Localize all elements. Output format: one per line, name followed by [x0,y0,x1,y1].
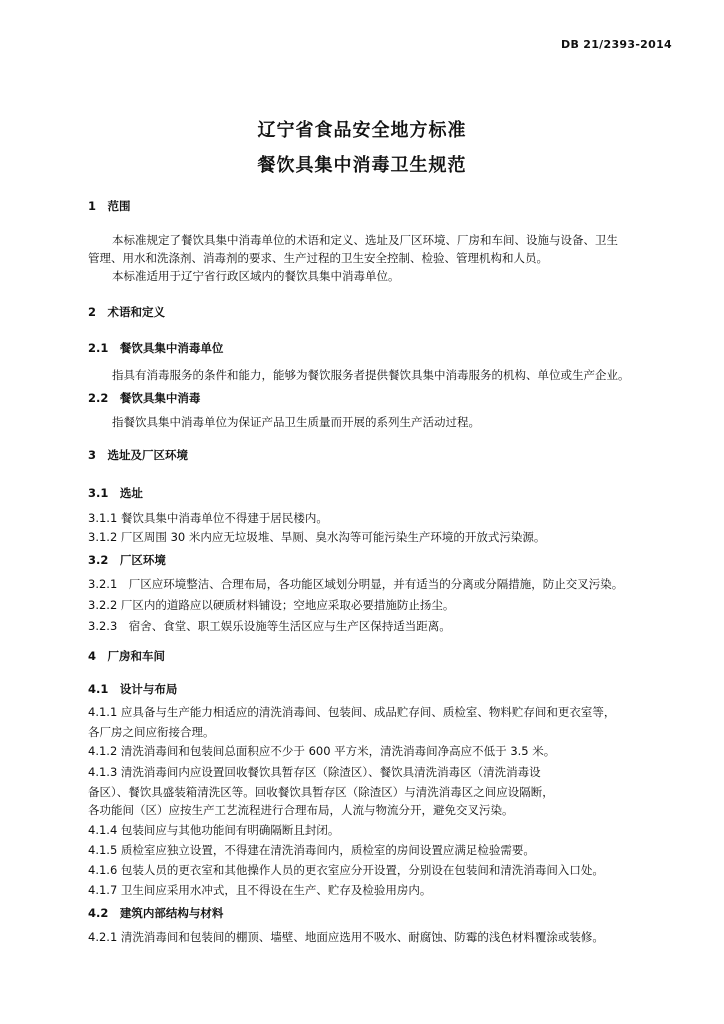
clause-3-1-2-text: 3.1.2 厂区周围 30 米内应无垃圾堆、旱厕、臭水沟等可能污染生产环境的开放式污染源。 [88,530,546,544]
section-4-heading: 4 厂房和车间 [88,649,166,663]
section-3-heading: 3 选址及厂区环境 [88,448,189,462]
document-title-line1: 辽宁省食品安全地方标准 [257,120,467,141]
clause-2-1-heading: 2.1 餐饮具集中消毒单位 [88,341,224,355]
section-1-paragraph-1-line-2: 管理、用水和洗涤剂、消毒剂的要求、生产过程的卫生安全控制、检验、管理机构和人员。 [88,251,548,265]
clause-4-1-6-text: 4.1.6 包装人员的更衣室和其他操作人员的更衣室应分开设置，分别设在包装间和清洗消毒间入口处。 [88,863,604,877]
clause-4-2-heading: 4.2 建筑内部结构与材料 [88,906,224,920]
clause-4-1-4-text: 4.1.4 包装间应与其他功能间有明确隔断且封闭。 [88,823,340,837]
clause-2-2-text: 指餐饮具集中消毒单位为保证产品卫生质量而开展的系列生产活动过程。 [112,415,480,429]
clause-3-2-3-text: 3.2.3 宿舍、食堂、职工娱乐设施等生活区应与生产区保持适当距离。 [88,619,451,633]
clause-4-1-2-text: 4.1.2 清洗消毒间和包装间总面积应不少于 600 平方米，清洗消毒间净高应不低于 3.5 米。 [88,744,556,758]
clause-4-1-3-text-line-2: 备区）、餐饮具盛装箱清洗区等。回收餐饮具暂存区（除渣区）与清洗消毒区之间应设隔断， [88,785,554,799]
clause-4-1-3-text-line-3: 各功能间（区）应按生产工艺流程进行合理布局，人流与物流分开，避免交叉污染。 [88,803,514,817]
clause-3-2-2-text: 3.2.2 厂区内的道路应以硬质材料铺设；空地应采取必要措施防止扬尘。 [88,598,455,612]
section-1-heading: 1 范围 [88,199,131,213]
clause-3-1-heading: 3.1 选址 [88,486,143,500]
clause-4-1-7-text: 4.1.7 卫生间应采用水冲式，且不得设在生产、贮存及检验用房内。 [88,883,432,897]
clause-3-2-heading: 3.2 厂区环境 [88,553,166,567]
section-1-paragraph-1-line-1: 本标准规定了餐饮具集中消毒单位的术语和定义、选址及厂区环境、厂房和车间、设施与设备、卫生 [112,233,618,247]
clause-4-2-1-text: 4.2.1 清洗消毒间和包装间的棚顶、墙壁、地面应选用不吸水、耐腐蚀、防霉的浅色材料覆涂或装修。 [88,930,604,944]
clause-4-1-5-text: 4.1.5 质检室应独立设置，不得建在清洗消毒间内，质检室的房间设置应满足检验需要。 [88,843,535,857]
clause-3-2-1-text: 3.2.1 厂区应环境整洁、合理布局，各功能区域划分明显，并有适当的分离或分隔措施，防止交叉污染。 [88,577,624,591]
section-1-paragraph-2: 本标准适用于辽宁省行政区域内的餐饮具集中消毒单位。 [112,269,400,283]
clause-4-1-3-text-line-1: 4.1.3 清洗消毒间内应设置回收餐饮具暂存区（除渣区）、餐饮具清洗消毒区（清洗消毒设 [88,765,541,779]
clause-4-1-heading: 4.1 设计与布局 [88,682,178,696]
clause-3-1-1-text: 3.1.1 餐饮具集中消毒单位不得建于居民楼内。 [88,511,328,525]
section-2-heading: 2 术语和定义 [88,305,166,319]
standard-code: DB 21/2393-2014 [561,38,672,51]
clause-2-1-text: 指具有消毒服务的条件和能力，能够为餐饮服务者提供餐饮具集中消毒服务的机构、单位或生产企业。 [112,368,630,382]
clause-4-1-1-text-line-2: 各厂房之间应衔接合理。 [88,725,215,739]
clause-2-2-heading: 2.2 餐饮具集中消毒 [88,391,201,405]
document-title-line2: 餐饮具集中消毒卫生规范 [257,155,467,176]
clause-4-1-1-text-line-1: 4.1.1 应具备与生产能力相适应的清洗消毒间、包装间、成品贮存间、质检室、物料贮存间和更衣室等， [88,705,616,719]
